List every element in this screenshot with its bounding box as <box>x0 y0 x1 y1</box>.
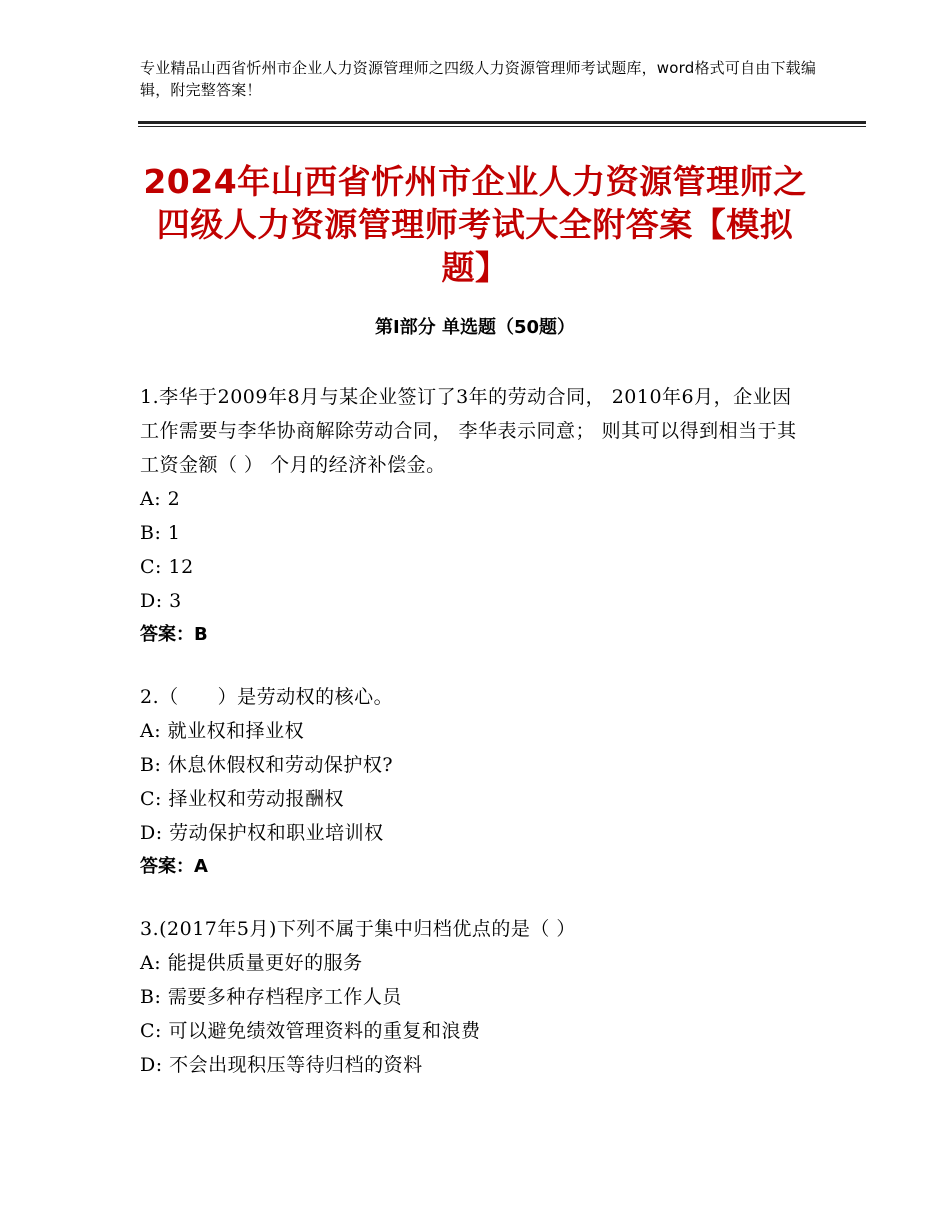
question-stem: 2.（ ）是劳动权的核心。 <box>140 686 394 708</box>
option-c: C: 12 <box>140 556 194 578</box>
header-note: 专业精品山西省忻州市企业人力资源管理师之四级人力资源管理师考试题库，word格式可自由下载编辑，附完整答案！ <box>140 59 817 99</box>
document-title: 2024年山西省忻州市企业人力资源管理师之四级人力资源管理师考试大全附答案【模拟题】 <box>143 162 807 287</box>
answer-key: 答案：A <box>140 856 208 877</box>
question-1 <box>140 380 810 652</box>
option-a: A: 能提供质量更好的服务 <box>140 952 363 974</box>
option-d: D: 3 <box>140 590 182 612</box>
question-stem: 1.李华于2009年8月与某企业签订了3年的劳动合同， 2010年6月，企业因工作需要与李华协商解除劳动合同， 李华表示同意； 则其可以得到相当于其工资金额（ ） 个月的经济补偿金。 <box>140 386 797 476</box>
option-a: A: 2 <box>140 488 181 510</box>
header-rule-thin <box>138 126 866 127</box>
option-c: C: 择业权和劳动报酬权 <box>140 788 344 810</box>
question-stem: 3.(2017年5月)下列不属于集中归档优点的是（ ） <box>140 918 576 940</box>
question-2 <box>140 680 810 884</box>
option-a: A: 就业权和择业权 <box>140 720 305 742</box>
answer-key: 答案：B <box>140 624 208 645</box>
option-b: B: 需要多种存档程序工作人员 <box>140 986 402 1008</box>
option-b: B: 休息休假权和劳动保护权? <box>140 754 394 776</box>
option-c: C: 可以避免绩效管理资料的重复和浪费 <box>140 1020 481 1042</box>
question-3 <box>140 912 810 1082</box>
section-title: 第Ⅰ部分 单选题（50题） <box>374 317 575 338</box>
header-rule-thick <box>138 121 866 124</box>
option-d: D: 劳动保护权和职业培训权 <box>140 822 384 844</box>
option-b: B: 1 <box>140 522 181 544</box>
question-list <box>140 380 810 1110</box>
option-d: D: 不会出现积压等待归档的资料 <box>140 1054 423 1076</box>
